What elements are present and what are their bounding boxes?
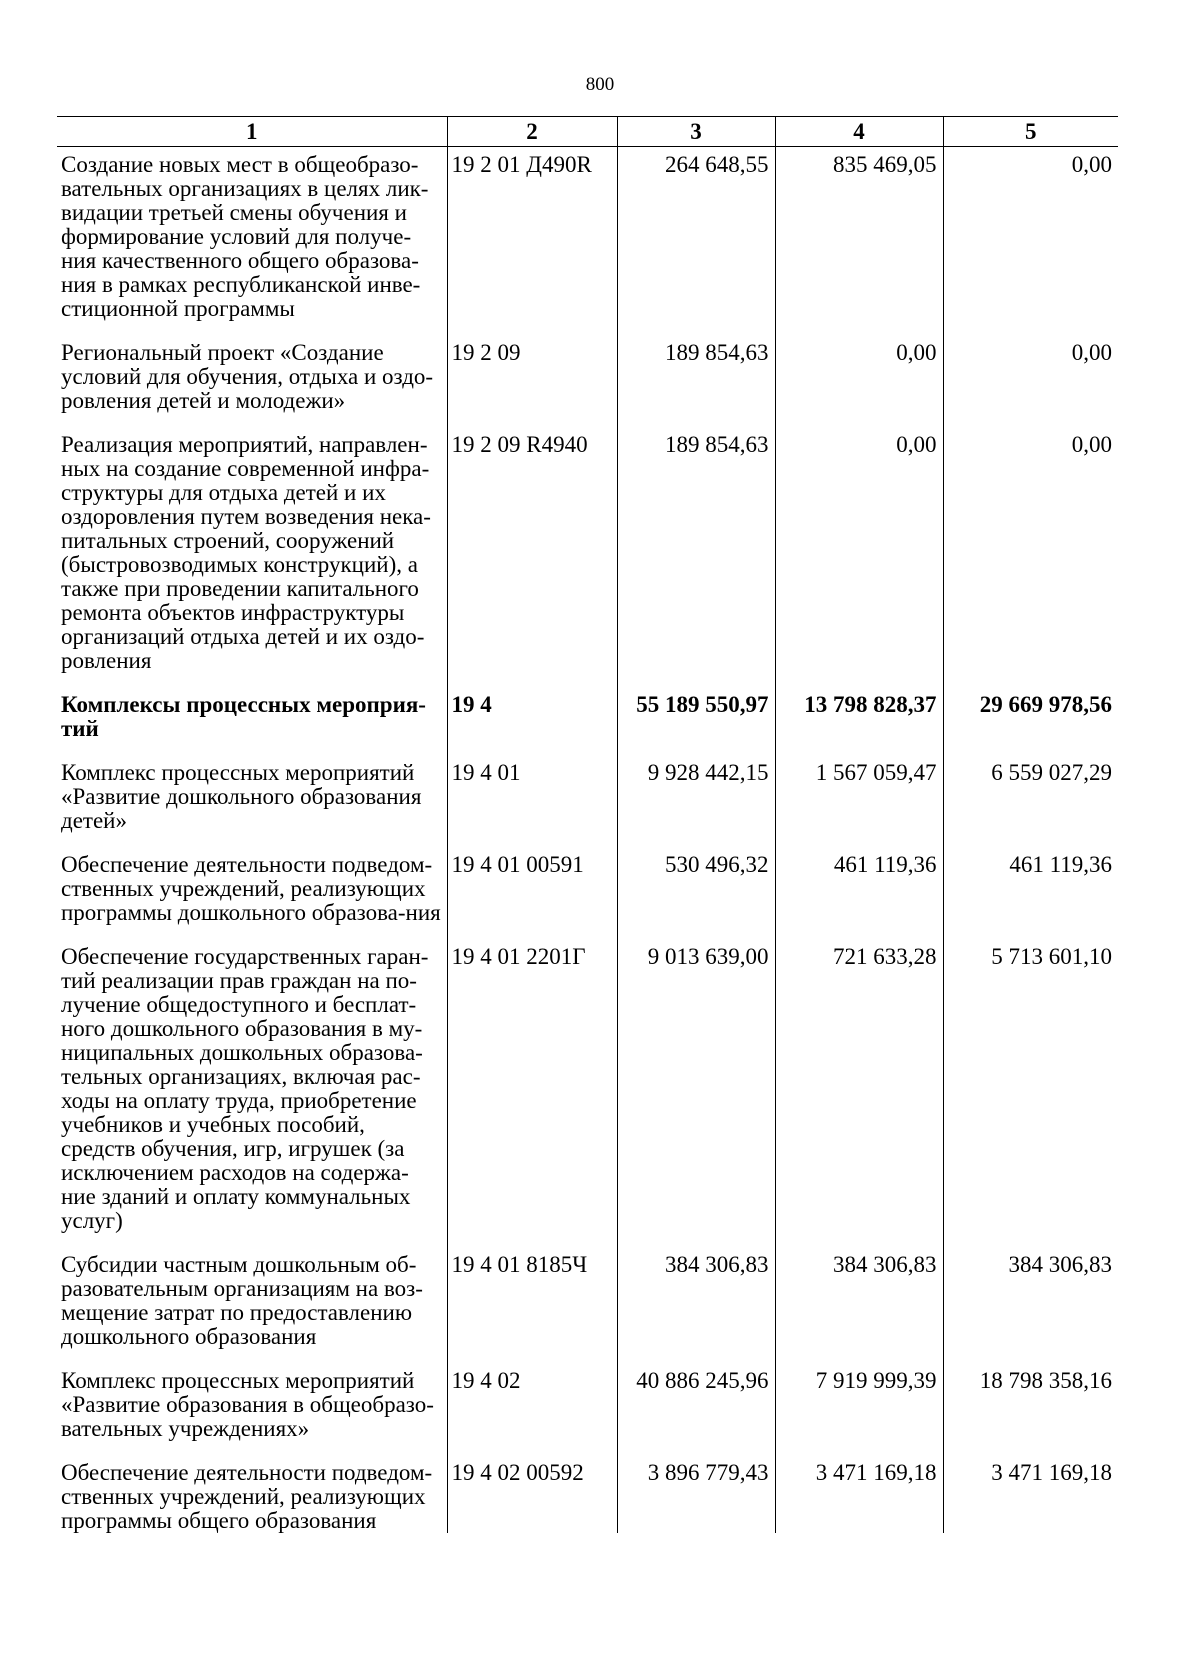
table-row bbox=[57, 755, 1118, 847]
row-value-col3: 530 496,32 bbox=[617, 847, 775, 939]
row-name: Обеспечение деятельности подведом-ственных учреждений, реализующих программы дошкольного образова-ния bbox=[61, 852, 441, 925]
row-name: Создание новых мест в общеобразо-вательных организациях в целях лик-видации третьей смены обучения и формирование условий для получе-ния качественного общего образова-ния в рамках республиканской инве-стиционной программы bbox=[61, 152, 429, 321]
table-header-row bbox=[57, 117, 1118, 147]
row-code: 19 2 09 R4940 bbox=[447, 427, 617, 687]
row-value-col3: 55 189 550,97 bbox=[617, 687, 775, 755]
row-value-col3: 3 896 779,43 bbox=[617, 1455, 775, 1533]
row-value-col5: 6 559 027,29 bbox=[943, 755, 1118, 847]
row-value-col4: 721 633,28 bbox=[775, 939, 943, 1247]
table-row bbox=[57, 1247, 1118, 1363]
row-value-col5: 0,00 bbox=[943, 335, 1118, 427]
row-value-col5: 18 798 358,16 bbox=[943, 1363, 1118, 1455]
row-value-col5: 3 471 169,18 bbox=[943, 1455, 1118, 1533]
row-value-col3: 9 013 639,00 bbox=[617, 939, 775, 1247]
row-code: 19 4 01 00591 bbox=[447, 847, 617, 939]
column-header-1: 1 bbox=[57, 117, 447, 147]
row-name: Обеспечение государственных гаран-тий реализации прав граждан на по-лучение общедоступного и бесплат-ного дошкольного образования в му-ниципальных дошкольных образова-тельных организациях, включая рас-ходы на оплату труда, приобретение учебников и учебных пособий, средств обучения, игр, игрушек (за исключением расходов на содержа-ние зданий и оплату коммунальных услуг) bbox=[61, 944, 429, 1233]
row-code: 19 4 01 2201Г bbox=[447, 939, 617, 1247]
row-value-col5: 384 306,83 bbox=[943, 1247, 1118, 1363]
row-value-col4: 13 798 828,37 bbox=[775, 687, 943, 755]
row-value-col4: 0,00 bbox=[775, 427, 943, 687]
table-row bbox=[57, 335, 1118, 427]
row-code: 19 4 bbox=[447, 687, 617, 755]
row-value-col3: 264 648,55 bbox=[617, 147, 775, 336]
row-value-col4: 1 567 059,47 bbox=[775, 755, 943, 847]
row-value-col5: 5 713 601,10 bbox=[943, 939, 1118, 1247]
table-row bbox=[57, 427, 1118, 687]
row-code: 19 4 01 8185Ч bbox=[447, 1247, 617, 1363]
row-code: 19 4 02 bbox=[447, 1363, 617, 1455]
column-header-2: 2 bbox=[447, 117, 617, 147]
row-code: 19 4 02 00592 bbox=[447, 1455, 617, 1533]
row-name: Комплекс процессных мероприятий «Развитие дошкольного образования детей» bbox=[61, 760, 422, 833]
budget-table bbox=[57, 116, 1118, 1533]
row-value-col5: 29 669 978,56 bbox=[943, 687, 1118, 755]
row-name: Комплекс процессных мероприятий «Развитие образования в общеобразо-вательных учреждениях» bbox=[61, 1368, 434, 1441]
row-name: Региональный проект «Создание условий для обучения, отдыха и оздо-ровления детей и молодежи» bbox=[61, 340, 434, 413]
row-value-col5: 461 119,36 bbox=[943, 847, 1118, 939]
row-value-col4: 7 919 999,39 bbox=[775, 1363, 943, 1455]
row-value-col4: 0,00 bbox=[775, 335, 943, 427]
row-value-col3: 189 854,63 bbox=[617, 335, 775, 427]
table-body bbox=[57, 147, 1118, 1534]
row-value-col4: 835 469,05 bbox=[775, 147, 943, 336]
page-number: 800 bbox=[585, 74, 615, 95]
table-row bbox=[57, 939, 1118, 1247]
row-name: Реализация мероприятий, направлен-ных на создание современной инфра-структуры для отдыха детей и их оздоровления путем возведения нека-питальных строений, сооружений (быстровозводимых конструкций), а также при проведении капитального ремонта объектов инфраструктуры организаций отдыха детей и их оздо-ровления bbox=[61, 432, 431, 673]
row-name: Комплексы процессных мероприя-тий bbox=[61, 692, 426, 741]
table-row bbox=[57, 687, 1118, 755]
row-code: 19 2 01 Д490R bbox=[447, 147, 617, 336]
table-row bbox=[57, 1455, 1118, 1533]
row-value-col4: 461 119,36 bbox=[775, 847, 943, 939]
row-value-col5: 0,00 bbox=[943, 427, 1118, 687]
table-row bbox=[57, 847, 1118, 939]
row-value-col3: 9 928 442,15 bbox=[617, 755, 775, 847]
column-header-3: 3 bbox=[617, 117, 775, 147]
row-value-col3: 40 886 245,96 bbox=[617, 1363, 775, 1455]
column-header-5: 5 bbox=[943, 117, 1118, 147]
table-row bbox=[57, 1363, 1118, 1455]
row-code: 19 4 01 bbox=[447, 755, 617, 847]
table-row bbox=[57, 147, 1118, 336]
row-name: Обеспечение деятельности подведом-ственных учреждений, реализующих программы общего образования bbox=[61, 1460, 433, 1533]
row-value-col5: 0,00 bbox=[943, 147, 1118, 336]
row-value-col3: 189 854,63 bbox=[617, 427, 775, 687]
row-value-col4: 3 471 169,18 bbox=[775, 1455, 943, 1533]
row-value-col3: 384 306,83 bbox=[617, 1247, 775, 1363]
column-header-4: 4 bbox=[775, 117, 943, 147]
row-code: 19 2 09 bbox=[447, 335, 617, 427]
row-name: Субсидии частным дошкольным об-разовательным организациям на воз-мещение затрат по предоставлению дошкольного образования bbox=[61, 1252, 423, 1349]
row-value-col4: 384 306,83 bbox=[775, 1247, 943, 1363]
